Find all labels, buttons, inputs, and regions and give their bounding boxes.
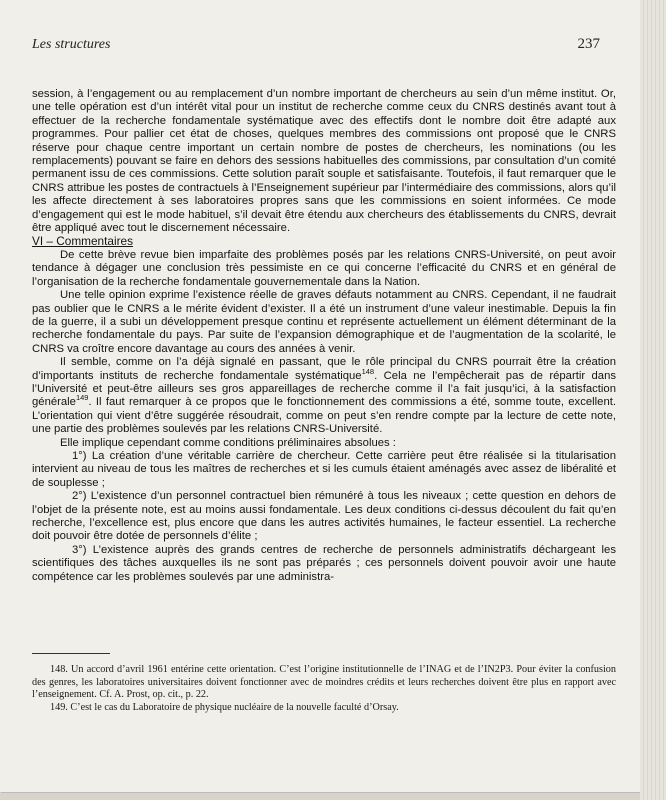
paragraph-4-part-a: Il semble, comme on l’a déjà signalé en passant, que le rôle principal du CNRS pourrait être la création d’importants instituts de recherche fondamentale systématique [32,356,616,382]
condition-3: 3°) L’existence auprès des grands centres de recherche de personnels administratifs déchargeant les scientifiques des tâches auxquelles ils ne sont pas préparés ; ces personnels doivent pouvoir avoir une haute compétence car les problèmes soulevés par une administra- [32,543,616,583]
paragraph-4-part-c: . Il faut remarquer à ce propos que le fonctionnement des commissions a été, somme toute, excellent. L’orientation qui vient d’être suggérée résoudrait, comme on peut s’en rendre compte par la lecture de cette note, une partie des problèmes soulevés par les relations CNRS-Université. [32,396,616,436]
footnote-ref-149[interactable]: 149 [75,393,89,403]
condition-2: 2°) L’existence d’un personnel contractuel bien rémunéré à tous les niveaux ; cette question en dehors de l’objet de la présente note, est au moins aussi fondamentale. Les deux conditions ci-dessus découlent du fait qu’en recherche, l’excellence est, plus encore que dans les autres activités humaines, le facteur essentiel. La recherche doit pouvoir être dotée de personnels d’élite ; [32,490,616,543]
body-text [32,88,616,584]
footnote-ref-148[interactable]: 148 [361,366,375,376]
paragraph-2: De cette brève revue bien imparfaite des problèmes posés par les relations CNRS-Université, on peut avoir tendance à dégager une conclusion très pessimiste en ce qui concerne l’efficacité du CNRS et en général de l’organisation de la recherche fondamentale gouvernementale dans la Nation. [32,248,616,288]
paragraph-4 [32,356,616,436]
footnote-148: 148. Un accord d’avril 1961 entérine cette orientation. C’est l’origine institutionnelle de l’INAG et de l’IN2P3. Pour éviter la confusion des genres, les laboratoires universitaires doivent fonctionner avec de moindres crédits et leurs recherches doivent être plus en rapport avec l’enseignement. Cf. A. Prost, op. cit., p. 22. [32,664,616,701]
paragraph-5: Elle implique cependant comme conditions préliminaires absolues : [60,436,396,449]
paragraph-3: Une telle opinion exprime l’existence réelle de graves défauts notamment au CNRS. Cependant, il ne faudrait pas oublier que le CNRS a le mérite évident d’exister. Il a été un instrument d’une valeur inestimable. Depuis la fin de la guerre, il a subi un développement presque continu et représente actuellement un élément déterminant de la recherche fondamentale du pays. Par suite de l’expansion démographique et de l’augmentation de la scolarité, le CNRS va croître encore davantage au cours des années à venir. [32,289,616,355]
running-title: Les structures [32,37,111,52]
page-number: 237 [577,36,600,52]
footnote-149: 149. C’est le cas du Laboratoire de physique nucléaire de la nouvelle faculté d’Orsay. [50,701,399,713]
page-stack-edge [640,0,666,800]
section-heading: VI – Commentaires [32,234,133,249]
running-head [32,36,600,53]
paragraph-1: session, à l’engagement ou au remplacement d’un nombre important de chercheurs au sein d’un même institut. Or, une telle opération est d’un intérêt vital pour un institut de recherche comme ceux du CNRS destinés avant tout à effectuer de la recherche fondamentale systématique avec des effectifs dont le nombre doit être adapté aux programmes. Pour pallier cet état de choses, quelques membres des commissions ont proposé que le CNRS réserve pour chaque centre important un certain nombre de postes de chercheurs, les nominations (ou les remplacements) pouvant se faire en dehors des sessions habituelles des commissions, par consultation d’un comité permanent issu de ces commissions. Cette solution paraît souple et satisfaisante. Toutefois, il faut remarquer que le CNRS attribue les postes de contractuels à l’Enseignement supérieur par l’intermédiaire des commissions, alors qu’il les affecte directement à ses laboratoires propres sans que les commissions en soient informées. Ce mode d’engagement qui est le mode habituel, s’il devait être étendu aux chercheurs des établissements du CNRS, devrait être appliqué avec tout le discernement nécessaire. [32,88,616,235]
footnote-rule [32,653,110,654]
footnotes [32,664,616,714]
paragraph-4-part-b: . Cela ne l’empêcherait pas de répartir dans l’Université et peut-être ailleurs ses gros appareillages de recherche comme il l’a fait jusqu’ici, à la satisfaction générale [32,369,617,409]
condition-1: 1°) La création d’une véritable carrière de chercheur. Cette carrière peut être réalisée si la titularisation intervient au niveau de tous les maîtres de recherches et si les cumuls étaient aménagés avec assez de libéralité et de souplesse ; [32,449,616,489]
